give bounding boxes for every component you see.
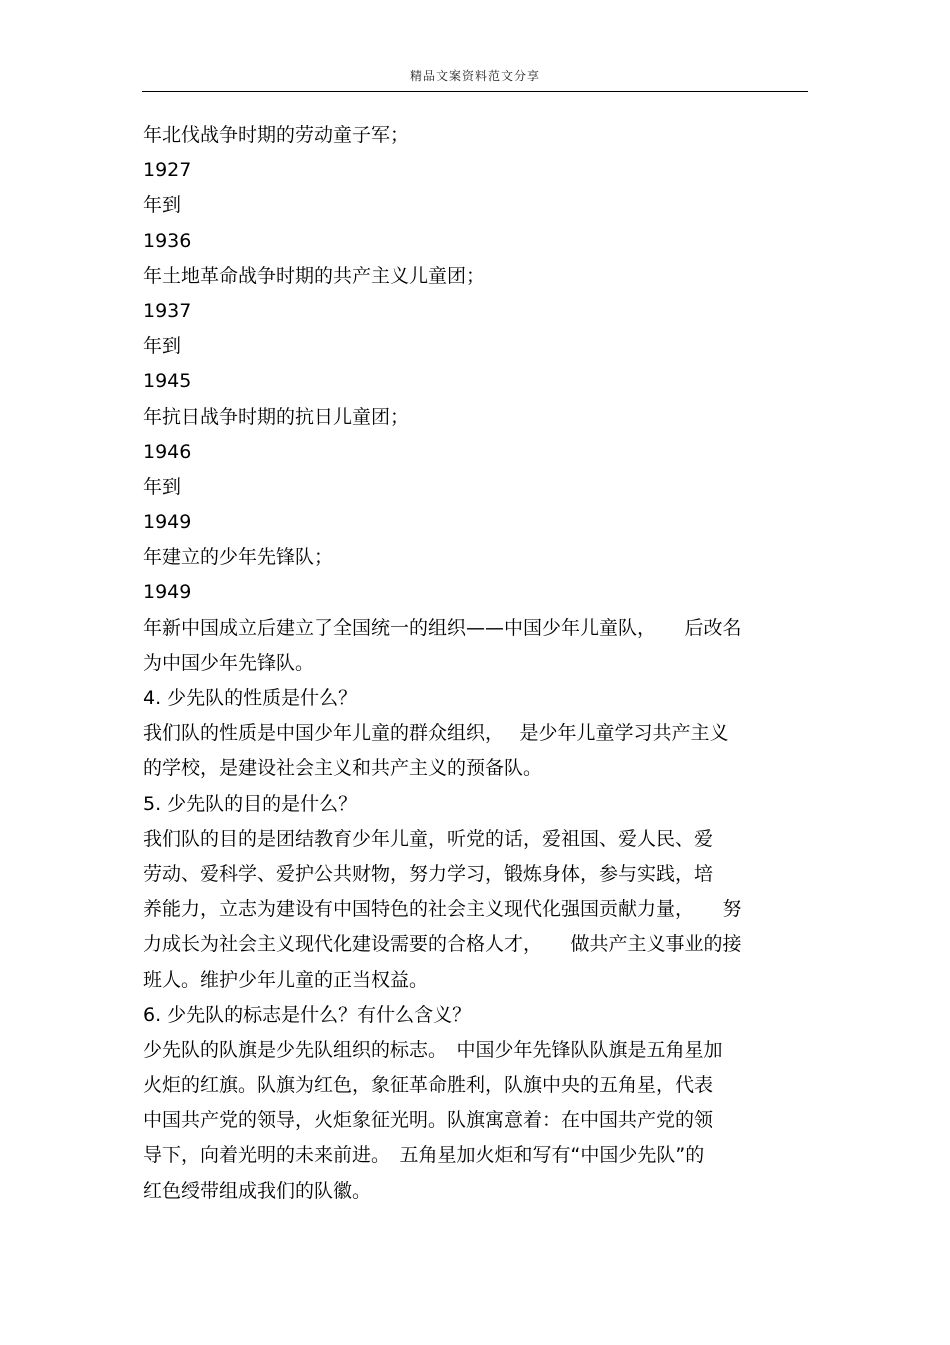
header-divider xyxy=(142,91,808,92)
text-line: 红色绶带组成我们的队徽。 xyxy=(143,1179,372,1202)
text-line: 年土地革命战争时期的共产主义儿童团； xyxy=(143,264,486,287)
section-heading: 5. 少先队的目的是什么？ xyxy=(143,792,358,815)
text-line: 中国共产党的领导，火炬象征光明。队旗寓意着：在中国共产党的领 xyxy=(143,1109,714,1132)
text-line: 年抗日战争时期的抗日儿童团； xyxy=(143,405,410,428)
document-body xyxy=(143,118,813,1209)
text-line: 导下，向着光明的未来前进。 五角星加火炬和写有“中国少先队”的 xyxy=(143,1144,705,1167)
text-line: 劳动、爱科学、爱护公共财物，努力学习，锻炼身体，参与实践，培 xyxy=(143,862,714,885)
section-heading: 4. 少先队的性质是什么？ xyxy=(143,687,358,709)
text-line: 少先队的队旗是少先队组织的标志。 中国少年先锋队队旗是五角星加 xyxy=(143,1038,723,1061)
text-line: 班人。维护少年儿童的正当权益。 xyxy=(143,968,429,991)
text-line: 年新中国成立后建立了全国统一的组织——中国少年儿童队， 后改名 xyxy=(143,616,742,639)
year-line: 1936 xyxy=(143,229,192,252)
text-line: 的学校，是建设社会主义和共产主义的预备队。 xyxy=(143,757,543,780)
text-line: 年建立的少年先锋队； xyxy=(143,546,334,569)
text-line: 养能力，立志为建设有中国特色的社会主义现代化强国贡献力量， 努 xyxy=(143,898,742,921)
year-line: 1937 xyxy=(143,299,192,322)
text-line: 年到 xyxy=(143,194,182,217)
text-line: 我们队的性质是中国少年儿童的群众组织， 是少年儿童学习共产主义 xyxy=(143,722,729,745)
text-line: 为中国少年先锋队。 xyxy=(143,651,315,674)
text-line: 我们队的目的是团结教育少年儿童，听党的话，爱祖国、爱人民、爱 xyxy=(143,827,714,850)
text-line: 年北伐战争时期的劳动童子军； xyxy=(143,124,410,146)
text-line: 力成长为社会主义现代化建设需要的合格人才， 做共产主义事业的接 xyxy=(143,933,742,956)
year-line: 1945 xyxy=(143,370,192,393)
year-line: 1946 xyxy=(143,440,192,463)
text-line: 火炬的红旗。队旗为红色，象征革命胜利，队旗中央的五角星，代表 xyxy=(143,1074,714,1097)
section-heading: 6. 少先队的标志是什么？有什么含义？ xyxy=(143,1003,472,1026)
text-line: 年到 xyxy=(143,475,182,498)
year-line: 1949 xyxy=(143,511,192,534)
text-line: 年到 xyxy=(143,335,182,358)
page-header-title: 精品文案资料范文分享 xyxy=(409,69,540,83)
year-line: 1949 xyxy=(143,581,192,604)
year-line: 1927 xyxy=(143,159,192,182)
